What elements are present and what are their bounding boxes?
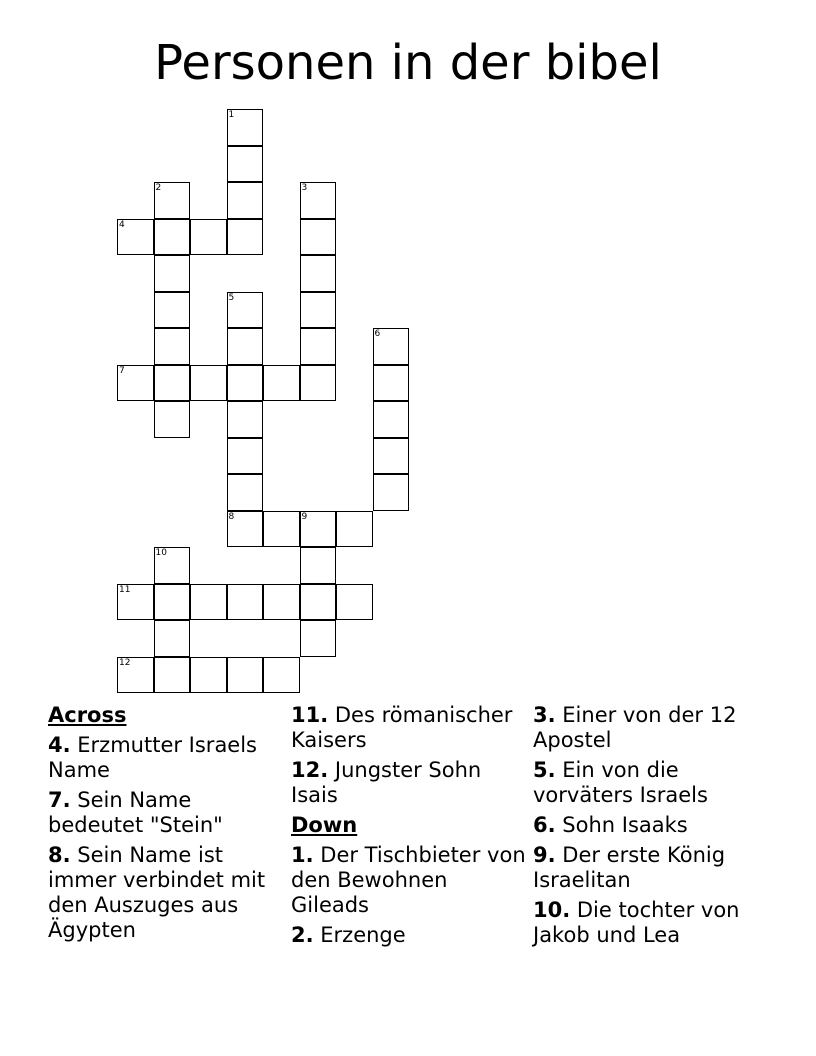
clue-text: Des römanischer Kaisers bbox=[291, 703, 513, 752]
grid-cell[interactable] bbox=[227, 292, 264, 329]
grid-cell[interactable] bbox=[154, 620, 191, 657]
clue-number: 12. bbox=[291, 758, 329, 782]
cell-number: 12 bbox=[119, 657, 131, 668]
clues-column-1 bbox=[48, 703, 283, 948]
clue-text: Der Tischbieter von den Bewohnen Gileads bbox=[291, 843, 526, 917]
clue-number: 9. bbox=[533, 843, 556, 867]
cell-number: 2 bbox=[155, 183, 162, 193]
grid-cell[interactable] bbox=[117, 365, 154, 402]
grid-cell[interactable] bbox=[190, 584, 227, 621]
grid-cell[interactable] bbox=[117, 584, 154, 621]
grid-cell[interactable] bbox=[154, 328, 191, 365]
clue-text: Die tochter von Jakob und Lea bbox=[533, 898, 740, 947]
clue-number: 1. bbox=[291, 843, 314, 867]
grid-cell[interactable] bbox=[154, 182, 191, 219]
clue-across-7 bbox=[48, 788, 283, 838]
grid-cell[interactable] bbox=[300, 292, 337, 329]
grid-cell[interactable] bbox=[300, 620, 337, 657]
clue-down-10 bbox=[533, 898, 768, 948]
grid-cell[interactable] bbox=[300, 182, 337, 219]
clue-number: 2. bbox=[291, 923, 314, 947]
clue-text: Sohn Isaaks bbox=[562, 813, 688, 837]
clue-down-2 bbox=[291, 923, 526, 948]
grid-cell[interactable] bbox=[300, 365, 337, 402]
clue-number: 7. bbox=[48, 788, 71, 812]
grid-cell[interactable] bbox=[227, 328, 264, 365]
clue-down-5 bbox=[533, 758, 768, 808]
clue-text: Jungster Sohn Isais bbox=[291, 758, 482, 807]
clue-text: Sein Name ist immer verbindet mit den Auszuges aus Ägypten bbox=[48, 843, 266, 942]
grid-cell[interactable] bbox=[227, 365, 264, 402]
grid-cell[interactable] bbox=[190, 365, 227, 402]
grid-cell[interactable] bbox=[154, 584, 191, 621]
grid-cell[interactable] bbox=[227, 146, 264, 183]
grid-cell[interactable] bbox=[154, 365, 191, 402]
grid-cell[interactable] bbox=[227, 109, 264, 146]
cell-number: 4 bbox=[119, 219, 125, 230]
grid-cell[interactable] bbox=[154, 219, 191, 256]
clue-across-8 bbox=[48, 843, 283, 943]
clue-number: 6. bbox=[533, 813, 556, 837]
grid-cell[interactable] bbox=[227, 657, 264, 694]
grid-cell[interactable] bbox=[300, 255, 337, 292]
clue-text: Erzmutter Israels Name bbox=[48, 733, 258, 782]
clue-across-12 bbox=[291, 758, 526, 808]
cell-number: 8 bbox=[228, 511, 235, 522]
clue-down-3 bbox=[533, 703, 768, 753]
grid-cell[interactable] bbox=[263, 511, 300, 548]
cell-number: 1 bbox=[228, 110, 235, 120]
clue-text: Erzenge bbox=[320, 923, 406, 947]
grid-cell[interactable] bbox=[263, 365, 300, 402]
clue-number: 3. bbox=[533, 703, 556, 727]
cell-number: 3 bbox=[301, 183, 308, 193]
grid-cell[interactable] bbox=[154, 292, 191, 329]
grid-cell[interactable] bbox=[373, 328, 410, 365]
clue-text: Ein von die vorväters Israels bbox=[533, 758, 708, 807]
grid-cell[interactable] bbox=[117, 219, 154, 256]
grid-cell[interactable] bbox=[154, 255, 191, 292]
clues-column-2 bbox=[291, 703, 526, 953]
clue-text: Sein Name bedeutet "Stein" bbox=[48, 788, 223, 837]
grid-cell[interactable] bbox=[117, 657, 154, 694]
page-title: Personen in der bibel bbox=[154, 35, 662, 91]
clue-down-9 bbox=[533, 843, 768, 893]
grid-cell[interactable] bbox=[373, 365, 410, 402]
grid-cell[interactable] bbox=[227, 401, 264, 438]
grid-cell[interactable] bbox=[336, 511, 373, 548]
clue-number: 10. bbox=[533, 898, 571, 922]
grid-cell[interactable] bbox=[227, 511, 264, 548]
clue-number: 8. bbox=[48, 843, 71, 867]
grid-cell[interactable] bbox=[300, 328, 337, 365]
grid-cell[interactable] bbox=[154, 657, 191, 694]
clue-number: 11. bbox=[291, 703, 329, 727]
cell-number: 11 bbox=[119, 584, 131, 595]
clue-number: 5. bbox=[533, 758, 556, 782]
cell-number: 7 bbox=[119, 365, 125, 376]
clue-down-6 bbox=[533, 813, 768, 838]
clue-across-4 bbox=[48, 733, 283, 783]
grid-cell[interactable] bbox=[373, 401, 410, 438]
down-heading: Down bbox=[291, 813, 358, 837]
grid-cell[interactable] bbox=[373, 438, 410, 475]
grid-cell[interactable] bbox=[227, 584, 264, 621]
grid-cell[interactable] bbox=[300, 511, 337, 548]
grid-cell[interactable] bbox=[154, 547, 191, 584]
clue-number: 4. bbox=[48, 733, 71, 757]
grid-cell[interactable] bbox=[227, 438, 264, 475]
clue-text: Der erste König Israelitan bbox=[533, 843, 726, 892]
clue-text: Einer von der 12 Apostel bbox=[533, 703, 737, 752]
grid-cell[interactable] bbox=[263, 657, 300, 694]
cell-number: 10 bbox=[155, 548, 167, 558]
grid-cell[interactable] bbox=[190, 657, 227, 694]
grid-cell[interactable] bbox=[263, 584, 300, 621]
grid-cell[interactable] bbox=[373, 474, 410, 511]
clue-across-11 bbox=[291, 703, 526, 753]
grid-cell[interactable] bbox=[227, 182, 264, 219]
grid-cell[interactable] bbox=[190, 219, 227, 256]
clue-down-1 bbox=[291, 843, 526, 918]
cell-number: 6 bbox=[374, 329, 381, 339]
across-heading: Across bbox=[48, 703, 127, 727]
grid-cell[interactable] bbox=[300, 219, 337, 256]
grid-cell[interactable] bbox=[300, 584, 337, 621]
cell-number: 9 bbox=[301, 511, 308, 522]
grid-cell[interactable] bbox=[336, 584, 373, 621]
clues-column-3 bbox=[533, 703, 768, 953]
grid-cell[interactable] bbox=[154, 401, 191, 438]
grid-cell[interactable] bbox=[227, 474, 264, 511]
grid-cell[interactable] bbox=[300, 547, 337, 584]
cell-number: 5 bbox=[228, 292, 235, 303]
grid-cell[interactable] bbox=[227, 219, 264, 256]
